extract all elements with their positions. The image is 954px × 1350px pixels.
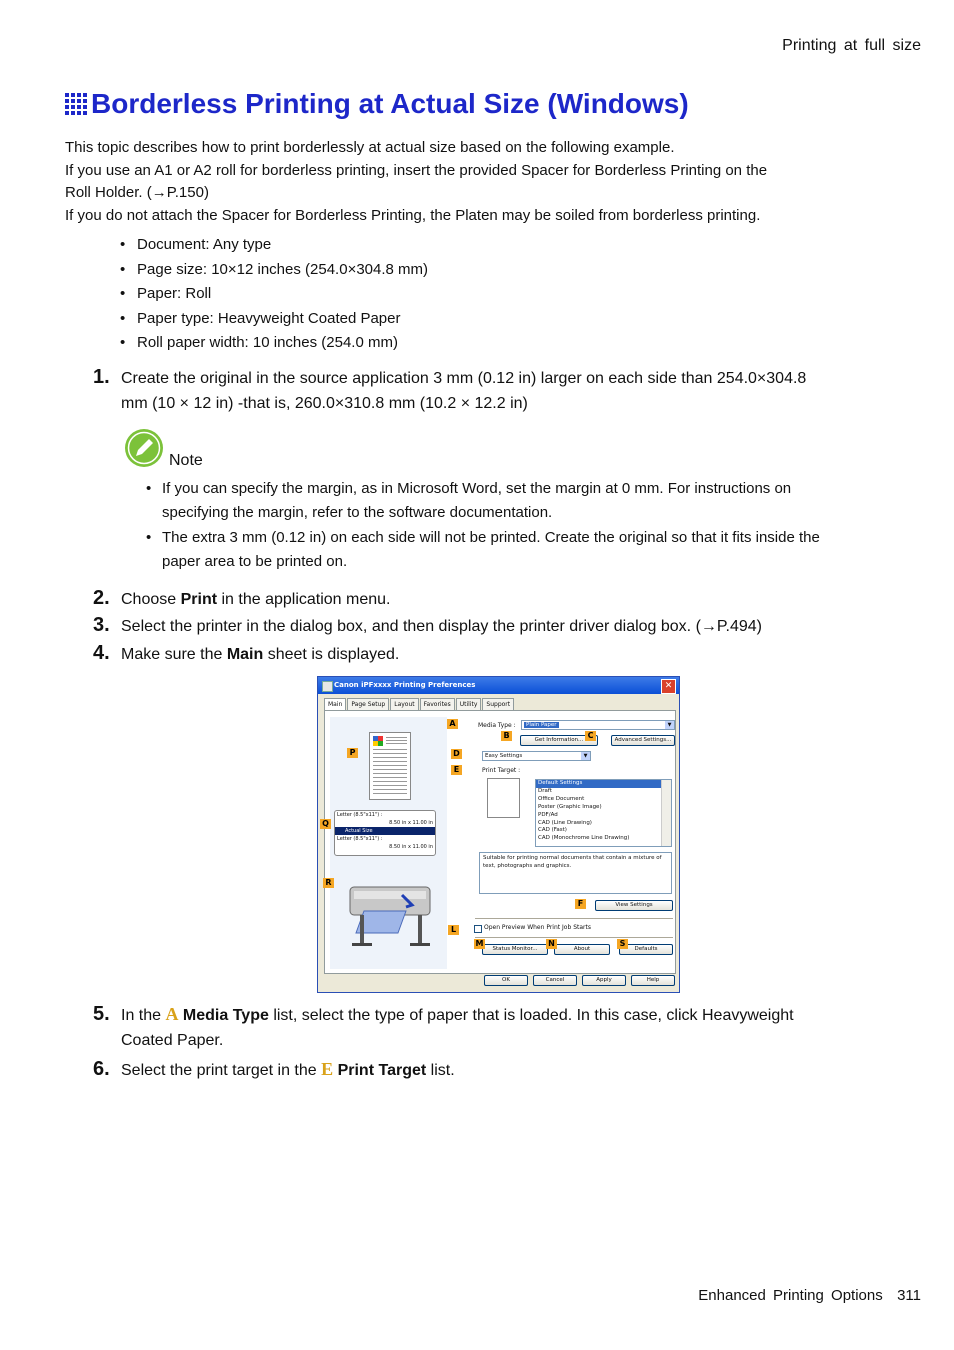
print-target-list[interactable] <box>535 779 672 847</box>
preview-image <box>373 736 383 746</box>
note-line: paper area to be printed on. <box>162 552 348 570</box>
main-sheet <box>324 710 676 974</box>
step-2 <box>93 587 391 610</box>
tab-main[interactable]: Main <box>324 698 346 711</box>
print-target-label: Print Target : <box>482 767 521 774</box>
step-number: 4. <box>93 642 110 664</box>
list-item[interactable]: CAD (Monochrome Line Drawing) <box>538 835 630 842</box>
mode-dropdown[interactable] <box>482 751 591 761</box>
tab-support[interactable]: Support <box>482 698 514 710</box>
step-text: sheet is displayed. <box>263 646 400 663</box>
note-pencil-icon <box>124 428 164 468</box>
example-item: • Page size: 10×12 inches (254.0×304.8 mm) <box>120 258 428 283</box>
list-item[interactable]: CAD (Line Drawing) <box>538 819 592 826</box>
example-list <box>120 233 428 356</box>
callout-c: C <box>585 731 596 741</box>
defaults-button[interactable]: Defaults <box>619 944 673 955</box>
size-info-line: 8.50 in x 11.00 in <box>389 844 433 850</box>
example-item: • Roll paper width: 10 inches (254.0 mm) <box>120 331 428 356</box>
chevron-down-icon: ▼ <box>665 721 674 729</box>
step-1 <box>93 366 806 413</box>
step-text: Make sure the <box>121 646 227 663</box>
callout-l: L <box>448 925 459 935</box>
about-button[interactable]: About <box>554 944 610 955</box>
note-line: • The extra 3 mm (0.12 in) on each side will not be printed. Create the original so that it fits inside the <box>162 529 820 546</box>
page-preview <box>369 732 411 800</box>
menu-item-print: Print <box>180 591 218 608</box>
printer-illustration <box>340 867 440 952</box>
list-item[interactable]: PDF/Ad <box>538 811 558 818</box>
step-text: list, select the type of paper that is loaded. In this case, click Heavyweight <box>268 1007 794 1024</box>
list-item[interactable]: CAD (Fast) <box>538 827 567 834</box>
size-info-box <box>334 810 436 856</box>
intro-paragraph <box>65 137 767 227</box>
step-number: 2. <box>93 587 110 609</box>
section-title <box>65 88 689 120</box>
media-type-value: Plain Paper <box>526 722 557 728</box>
note-line: specifying the margin, refer to the software documentation. <box>162 503 553 521</box>
size-info-line: Letter (8.5"x11") : <box>337 812 383 818</box>
example-item: • Paper: Roll <box>120 282 428 307</box>
chevron-down-icon: ▼ <box>581 752 590 760</box>
scrollbar[interactable] <box>661 780 671 846</box>
note-item <box>146 477 820 524</box>
view-settings-button[interactable]: View Settings <box>595 900 673 911</box>
section-title-text: Borderless Printing at Actual Size (Windows) <box>91 88 689 119</box>
callout-q: Q <box>320 819 331 829</box>
step-text: list. <box>426 1062 455 1079</box>
media-type-dropdown[interactable] <box>521 720 675 730</box>
tab-utility[interactable]: Utility <box>456 698 482 710</box>
step-3 <box>93 614 762 637</box>
step-text: Select the printer in the dialog box, and then display the printer driver dialog box. (→P.494) <box>121 618 762 635</box>
callout-s: S <box>617 939 628 949</box>
list-item[interactable]: Poster (Graphic Image) <box>538 803 602 810</box>
note-line: • If you can specify the margin, as in Microsoft Word, set the margin at 0 mm. For instructions on <box>162 480 792 497</box>
step-text: In the <box>121 1007 166 1024</box>
dialog-titlebar <box>318 677 679 694</box>
grid-icon <box>65 93 87 115</box>
callout-n: N <box>546 939 557 949</box>
page-footer <box>698 1287 921 1304</box>
tab-page-setup[interactable]: Page Setup <box>347 698 389 710</box>
note-list <box>146 477 820 575</box>
close-button[interactable]: ✕ <box>661 679 676 694</box>
open-preview-label: Open Preview When Print Job Starts <box>484 924 591 931</box>
list-item[interactable]: Draft <box>538 787 552 794</box>
intro-line: Roll Holder. (→P.150) <box>65 184 209 201</box>
control-name: Media Type <box>178 1007 269 1024</box>
help-button[interactable]: Help <box>631 975 675 986</box>
intro-line: If you do not attach the Spacer for Borderless Printing, the Platen may be soiled from borderless printing. <box>65 206 761 224</box>
callout-b: B <box>501 731 512 741</box>
callout-f: F <box>575 899 586 909</box>
control-name: Print Target <box>333 1062 427 1079</box>
apply-button[interactable]: Apply <box>582 975 626 986</box>
running-head: Printing at full size <box>782 37 921 54</box>
callout-a: A <box>447 719 458 729</box>
step-text: Choose <box>121 591 181 608</box>
step-text: Coated Paper. <box>121 1032 224 1049</box>
step-6 <box>93 1058 455 1081</box>
size-info-line: 8.50 in x 11.00 in <box>389 820 433 826</box>
print-target-thumbnail <box>487 778 520 818</box>
intro-line: This topic describes how to print borderlessly at actual size based on the following example. <box>65 139 675 156</box>
sheet-name-main: Main <box>226 646 264 663</box>
list-item[interactable]: Default Settings <box>536 780 661 788</box>
list-item[interactable]: Office Document <box>538 795 585 802</box>
intro-line: If you use an A1 or A2 roll for borderless printing, insert the provided Spacer for Borderless Printing on the <box>65 161 768 179</box>
step-number: 6. <box>93 1058 110 1080</box>
step-number: 3. <box>93 614 110 636</box>
cancel-button[interactable]: Cancel <box>533 975 577 986</box>
step-text: Create the original in the source application 3 mm (0.12 in) larger on each side than 254.0×304.8 <box>121 370 807 387</box>
note-item <box>146 526 820 573</box>
step-number: 1. <box>93 366 110 388</box>
get-information-button[interactable]: Get Information... <box>520 735 598 746</box>
step-text: in the application menu. <box>217 591 391 608</box>
page-number: 311 <box>897 1287 921 1304</box>
printer-icon <box>322 681 333 692</box>
callout-r: R <box>323 878 334 888</box>
callout-e: E <box>451 765 462 775</box>
size-info-line: Letter (8.5"x11") : <box>337 836 383 842</box>
step-text: Select the print target in the <box>121 1062 322 1079</box>
open-preview-checkbox[interactable] <box>474 925 482 933</box>
description-box: Suitable for printing normal documents that contain a mixture of text, photographs and graphics. <box>479 852 672 894</box>
step-text: mm (10 × 12 in) -that is, 260.0×310.8 mm (10.2 × 12.2 in) <box>121 395 528 412</box>
dialog-title: Canon iPFxxxx Printing Preferences <box>334 681 476 689</box>
note-label: Note <box>169 452 203 469</box>
advanced-settings-button[interactable]: Advanced Settings... <box>611 735 675 746</box>
callout-m: M <box>475 939 484 948</box>
step-4 <box>93 642 399 665</box>
tab-favorites[interactable]: Favorites <box>420 698 455 710</box>
media-type-label: Media Type : <box>478 722 516 729</box>
printing-preferences-dialog <box>317 676 680 993</box>
example-item: • Document: Any type <box>120 233 428 258</box>
callout-letter: E <box>321 1059 334 1079</box>
tab-bar <box>324 698 515 710</box>
tab-layout[interactable]: Layout <box>390 698 418 710</box>
example-item: • Paper type: Heavyweight Coated Paper <box>120 307 428 332</box>
step-number: 5. <box>93 1003 110 1025</box>
callout-p: P <box>347 748 358 758</box>
actual-size-indicator: Actual Size <box>335 827 435 835</box>
callout-d: D <box>451 749 462 759</box>
ok-button[interactable]: OK <box>484 975 528 986</box>
step-5 <box>93 1003 794 1050</box>
footer-section: Enhanced Printing Options <box>698 1287 883 1304</box>
status-monitor-button[interactable]: Status Monitor... <box>482 944 548 955</box>
callout-letter: A <box>165 1004 179 1024</box>
mode-value: Easy Settings <box>485 753 523 759</box>
